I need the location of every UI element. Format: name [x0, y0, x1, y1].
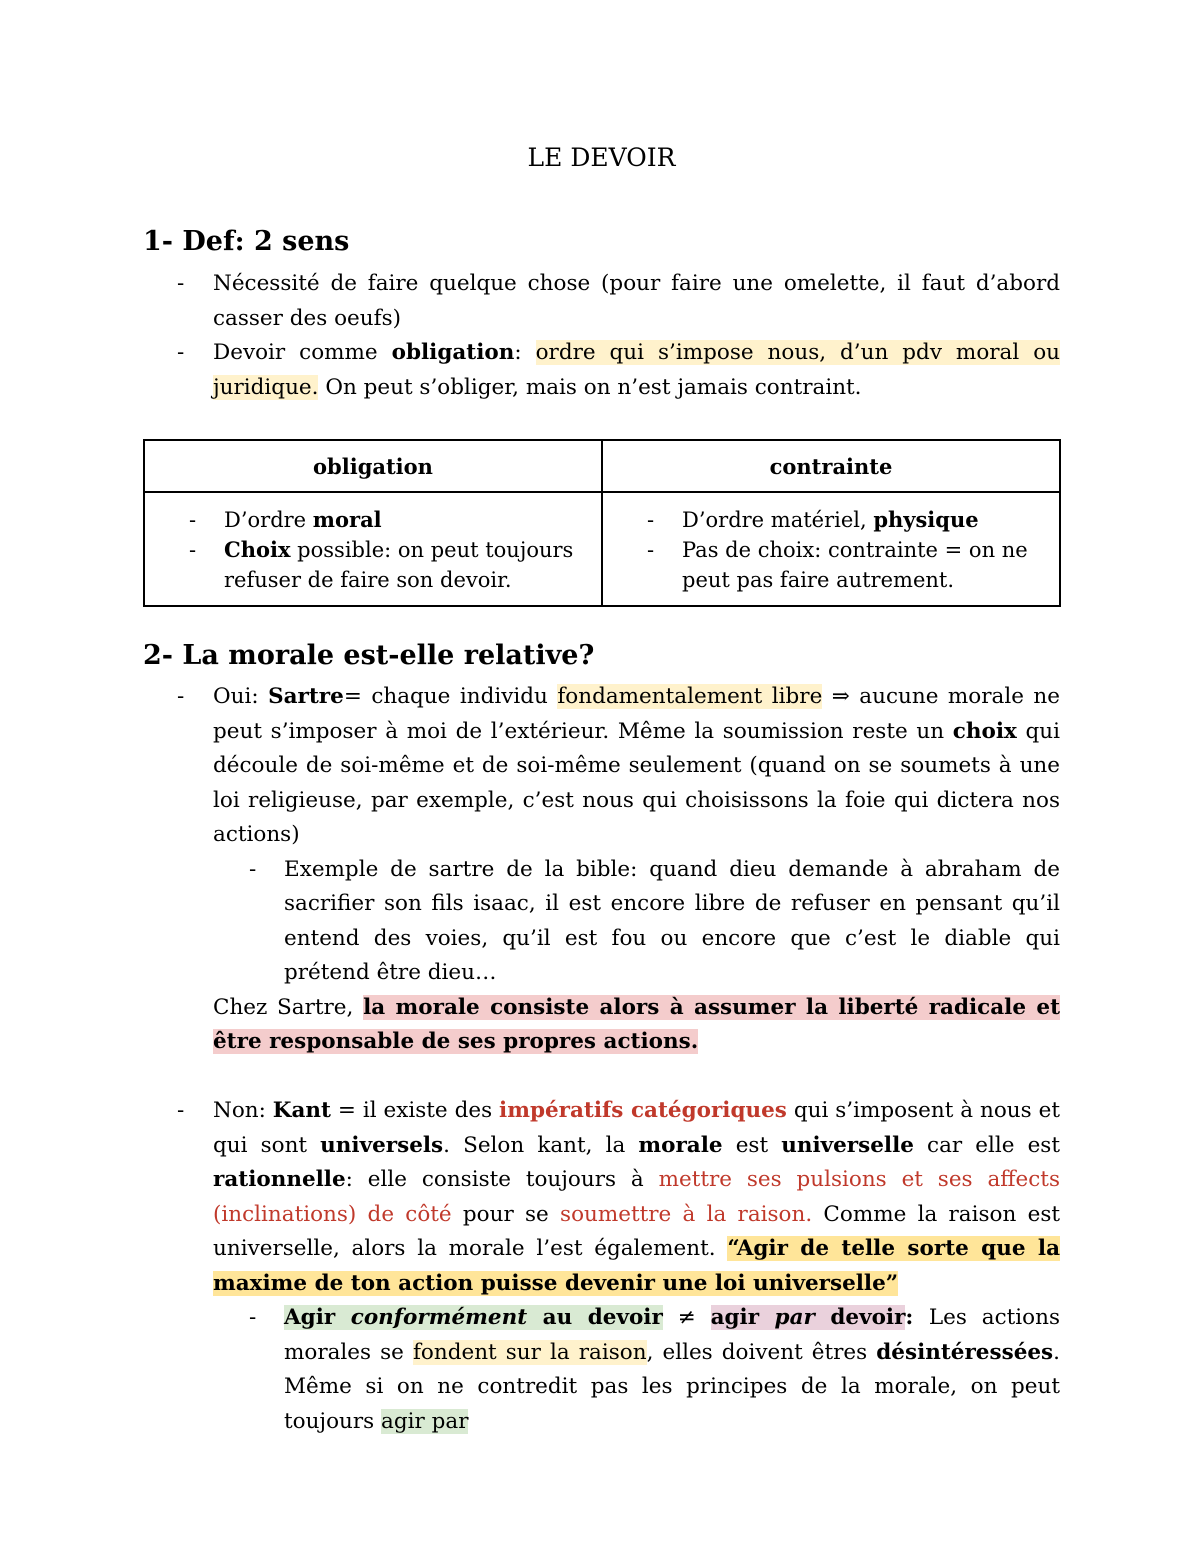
sartre-conclusion: [143, 991, 1060, 1060]
text: Chez Sartre,: [213, 994, 364, 1020]
red-text: soumettre à la raison.: [560, 1201, 813, 1227]
name-kant: Kant: [272, 1098, 331, 1123]
column-header-contrainte: contrainte: [602, 440, 1060, 492]
section-2-body: [143, 680, 1060, 1439]
text: car elle est: [913, 1132, 1060, 1158]
text: = il existe des: [330, 1098, 500, 1123]
obligation-list: [145, 505, 601, 595]
text: est: [722, 1132, 782, 1158]
text: pour se: [451, 1201, 561, 1227]
text: agir: [710, 1305, 775, 1330]
section-2-sublist-non: [143, 1301, 1060, 1439]
text: :: [514, 340, 536, 365]
list-item: [145, 535, 601, 595]
section-2-list-non: [143, 1094, 1060, 1301]
italic-text: par: [774, 1305, 815, 1330]
list-item: [143, 1301, 1060, 1439]
not-equal-symbol: ≠: [662, 1305, 711, 1330]
bold-text: morale: [638, 1132, 723, 1158]
red-text: impératifs catégoriques: [499, 1098, 787, 1123]
text: ⇒ aucune morale ne peut s’imposer à moi de l’extérieur. Même la soumission reste un: [213, 684, 1060, 744]
bold-text: universelle: [781, 1132, 914, 1158]
text: Exemple de sartre de la bible: quand dieu demande à abraham de sacrifier son fils isaac, il est encore libre de refuser en pensant qu’il entend des voies, qu’il est fou ou encore que c’est le diable qui prétend être dieu…: [284, 856, 1060, 985]
text: :: [905, 1305, 929, 1330]
section-1-list: [143, 267, 1060, 405]
highlight-raison: fondent sur la raison: [412, 1339, 647, 1365]
highlight-agir-par: agir par: [381, 1408, 469, 1434]
name-sartre: Sartre: [268, 684, 344, 709]
contrainte-list: [603, 505, 1059, 595]
table-header-row: [144, 440, 1060, 492]
highlight-conclusion: la morale consiste alors à assumer la liberté radicale et être responsable de ses propres actions.: [213, 994, 1060, 1054]
highlight-conformement: [284, 1305, 663, 1330]
text: Comme la raison est universelle, alors la morale l’est également.: [213, 1201, 1060, 1261]
text: D’ordre: [224, 508, 313, 532]
section-2-sublist: [143, 853, 1060, 991]
bold-text: Choix: [224, 537, 291, 562]
highlight-quote: “Agir de telle sorte que la maxime de ton action puisse devenir une loi universelle”: [213, 1236, 1061, 1296]
text: possible: on peut toujours refuser de faire son devoir.: [224, 538, 574, 592]
highlight-par-devoir: [711, 1305, 906, 1330]
list-item-non: [143, 1094, 1060, 1301]
text: Les actions morales se: [284, 1305, 1060, 1365]
document-title: LE DEVOIR: [527, 143, 676, 172]
definition-necessity: Nécessité de faire quelque chose (pour faire une omelette, il faut d’abord casser des oeufs): [213, 271, 1060, 331]
text: au devoir: [527, 1305, 663, 1330]
text: = chaque individu: [343, 684, 558, 709]
text: D’ordre matériel,: [682, 508, 874, 532]
comparison-table: [143, 439, 1061, 607]
list-item: [603, 535, 1059, 595]
text: qui découle de soi-même et de soi-même seulement (quand on se soumets à une loi religieuse, par exemple, c’est nous qui choisissons la foie qui dictera nos actions): [213, 718, 1060, 847]
highlight-definition: ordre qui s’impose nous, d’un pdv moral ou juridique.: [213, 340, 1060, 400]
bold-text: rationnelle: [213, 1167, 346, 1192]
table-cell-obligation: [144, 492, 602, 606]
table-cell-contrainte: [602, 492, 1060, 606]
term-obligation: obligation: [391, 340, 515, 365]
text: Non:: [213, 1098, 273, 1123]
list-item: [145, 505, 601, 535]
text: Devoir comme: [213, 340, 392, 365]
red-text: mettre ses pulsions et ses affects (inclinations) de côté: [213, 1167, 1060, 1227]
bold-text: universels: [320, 1132, 444, 1158]
italic-text: conformément: [350, 1305, 528, 1330]
text: Oui:: [213, 684, 269, 709]
text: : elle consiste toujours à: [345, 1167, 659, 1192]
section-2-heading: 2- La morale est-elle relative?: [143, 640, 595, 671]
column-header-obligation: obligation: [144, 440, 602, 492]
list-item-oui: [143, 680, 1060, 853]
bold-text: moral: [312, 507, 382, 532]
text: . Selon kant, la: [443, 1132, 639, 1158]
bold-text: désintéressées: [876, 1339, 1054, 1365]
spacer: [143, 1060, 1060, 1095]
highlight-libre: fondamentalement libre: [557, 684, 823, 709]
text: devoir: [814, 1305, 906, 1330]
table-row: [144, 492, 1060, 606]
section-1-heading: 1- Def: 2 sens: [143, 226, 350, 257]
list-item: [143, 267, 1060, 336]
bold-text: physique: [873, 507, 979, 532]
text: On peut s’obliger, mais on n’est jamais contraint.: [318, 374, 862, 400]
text: Pas de choix: contrainte = on ne peut pas faire autrement.: [682, 538, 1028, 592]
list-item: [143, 853, 1060, 991]
text: Agir: [284, 1305, 351, 1330]
section-2-list: [143, 680, 1060, 853]
bold-text: choix: [952, 718, 1017, 744]
text: , elles doivent êtres: [646, 1339, 877, 1365]
text: qui s’imposent à nous et qui sont: [213, 1098, 1060, 1158]
list-item: [603, 505, 1059, 535]
text: . Même si on ne contredit pas les principes de la morale, on peut toujours: [284, 1339, 1060, 1434]
list-item: [143, 336, 1060, 405]
